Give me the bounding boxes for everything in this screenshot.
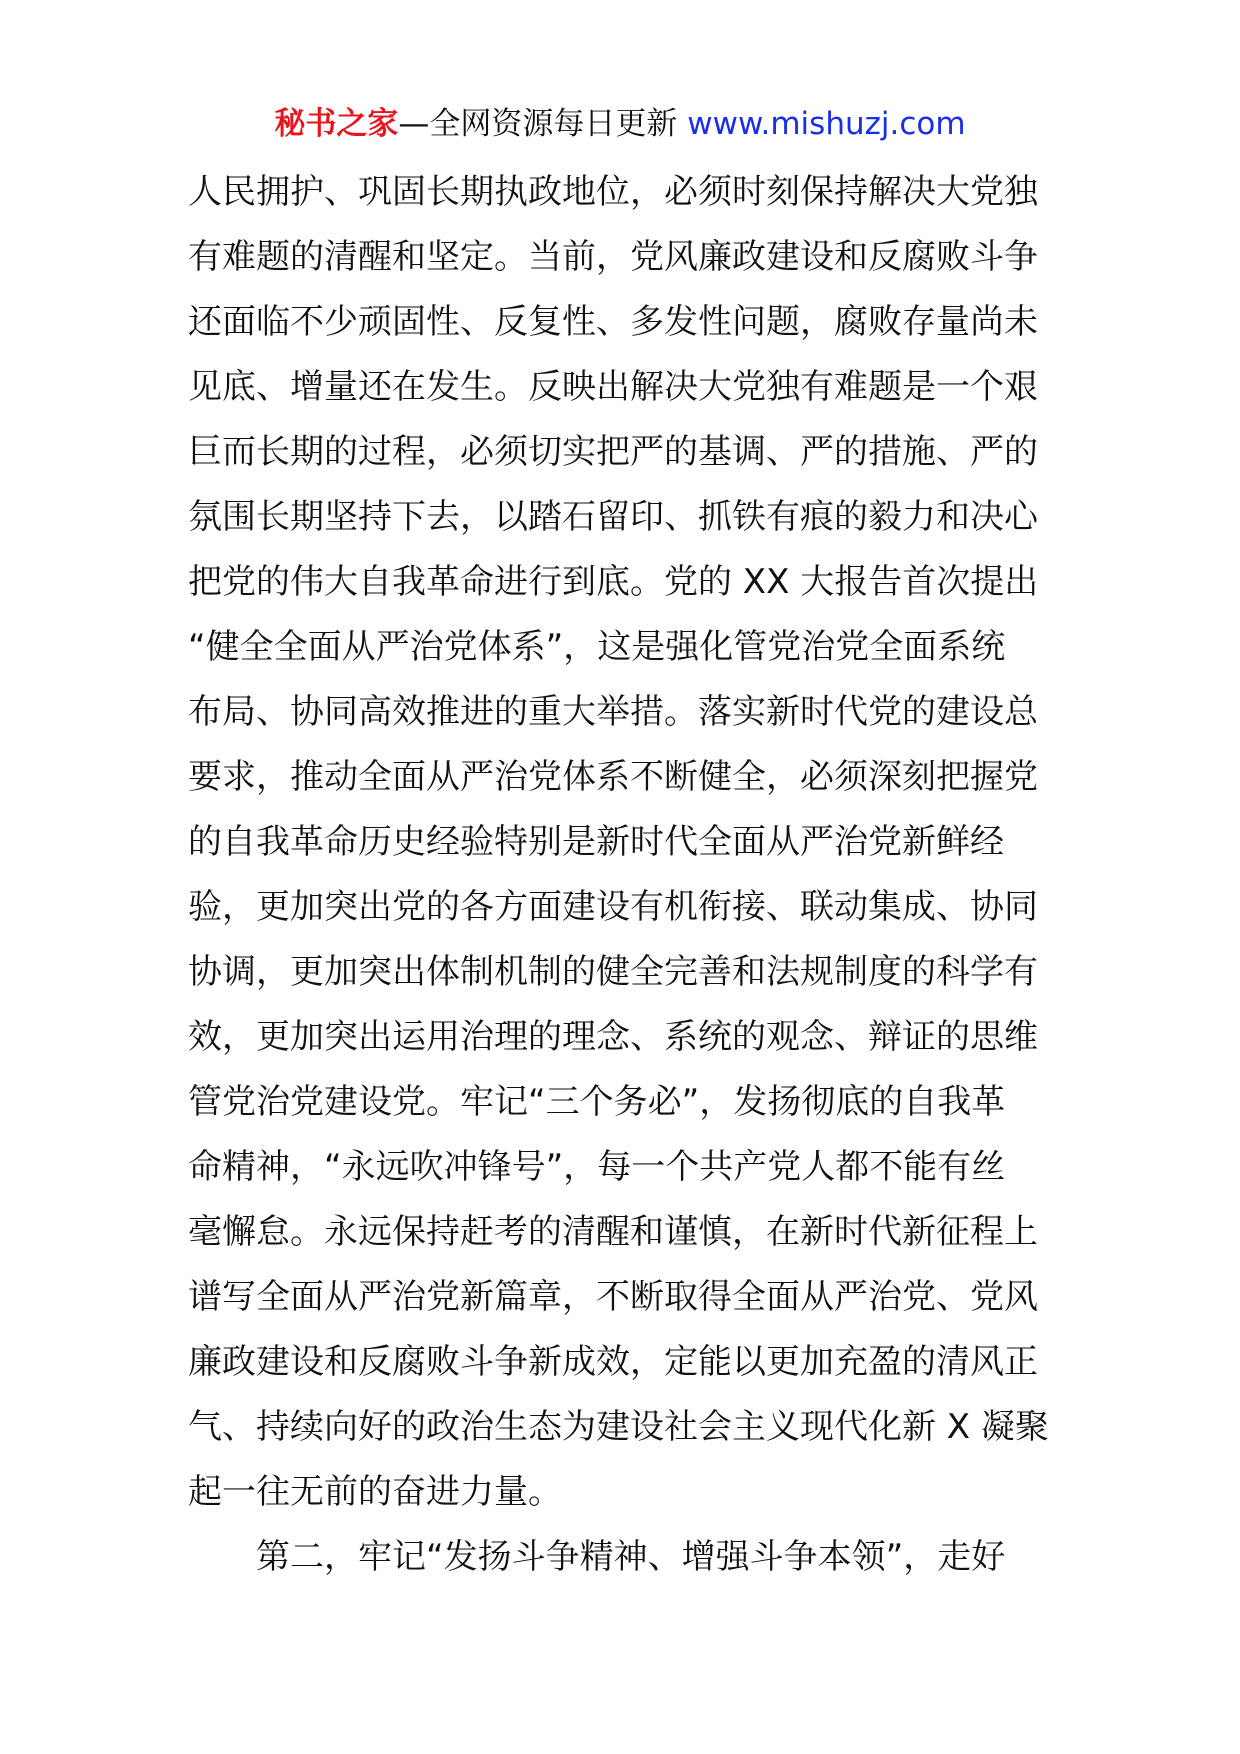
body-line: 把党的伟大自我革命进行到底。党的 XX 大报告首次提出 <box>188 562 1039 602</box>
body-line: 还面临不少顽固性、反复性、多发性问题，腐败存量尚未 <box>188 302 1038 342</box>
body-line: 气、持续向好的政治生态为建设社会主义现代化新 X 凝聚 <box>188 1407 1049 1447</box>
body-line: 毫懈怠。永远保持赶考的清醒和谨慎，在新时代新征程上 <box>188 1212 1038 1252</box>
body-line: 有难题的清醒和坚定。当前，党风廉政建设和反腐败斗争 <box>188 237 1038 277</box>
site-url-link[interactable]: www.mishuzj.com <box>687 106 966 142</box>
body-line: 命精神，“永远吹冲锋号”，每一个共产党人都不能有丝 <box>188 1147 1006 1187</box>
body-line: 布局、协同高效推进的重大举措。落实新时代党的建设总 <box>188 692 1038 732</box>
site-header <box>0 98 1240 150</box>
body-line: 验，更加突出党的各方面建设有机衔接、联动集成、协同 <box>188 887 1038 927</box>
body-line: “健全全面从严治党体系”，这是强化管党治党全面系统 <box>188 627 1006 667</box>
body-line: 廉政建设和反腐败斗争新成效，定能以更加充盈的清风正 <box>188 1342 1038 1382</box>
next-paragraph-line: 第二，牢记“发扬斗争精神、增强斗争本领”，走好 <box>256 1537 1006 1577</box>
body-line: 管党治党建设党。牢记“三个务必”，发扬彻底的自我革 <box>188 1082 1006 1122</box>
document-body <box>188 160 1058 1590</box>
body-line: 协调，更加突出体制机制的健全完善和法规制度的科学有 <box>188 952 1038 992</box>
body-line: 人民拥护、巩固长期执政地位，必须时刻保持解决大党独 <box>188 172 1038 212</box>
body-line: 的自我革命历史经验特别是新时代全面从严治党新鲜经 <box>188 822 1004 862</box>
body-line: 要求，推动全面从严治党体系不断健全，必须深刻把握党 <box>188 757 1038 797</box>
body-line: 氛围长期坚持下去，以踏石留印、抓铁有痕的毅力和决心 <box>188 497 1038 537</box>
body-line: 巨而长期的过程，必须切实把严的基调、严的措施、严的 <box>188 432 1038 472</box>
site-tagline: —全网资源每日更新 <box>398 106 688 142</box>
body-line: 起一往无前的奋进力量。 <box>188 1472 562 1512</box>
site-brand: 秘书之家 <box>274 106 399 142</box>
body-line: 效，更加突出运用治理的理念、系统的观念、辩证的思维 <box>188 1017 1038 1057</box>
body-line: 见底、增量还在发生。反映出解决大党独有难题是一个艰 <box>188 367 1038 407</box>
body-line: 谱写全面从严治党新篇章，不断取得全面从严治党、党风 <box>188 1277 1038 1317</box>
